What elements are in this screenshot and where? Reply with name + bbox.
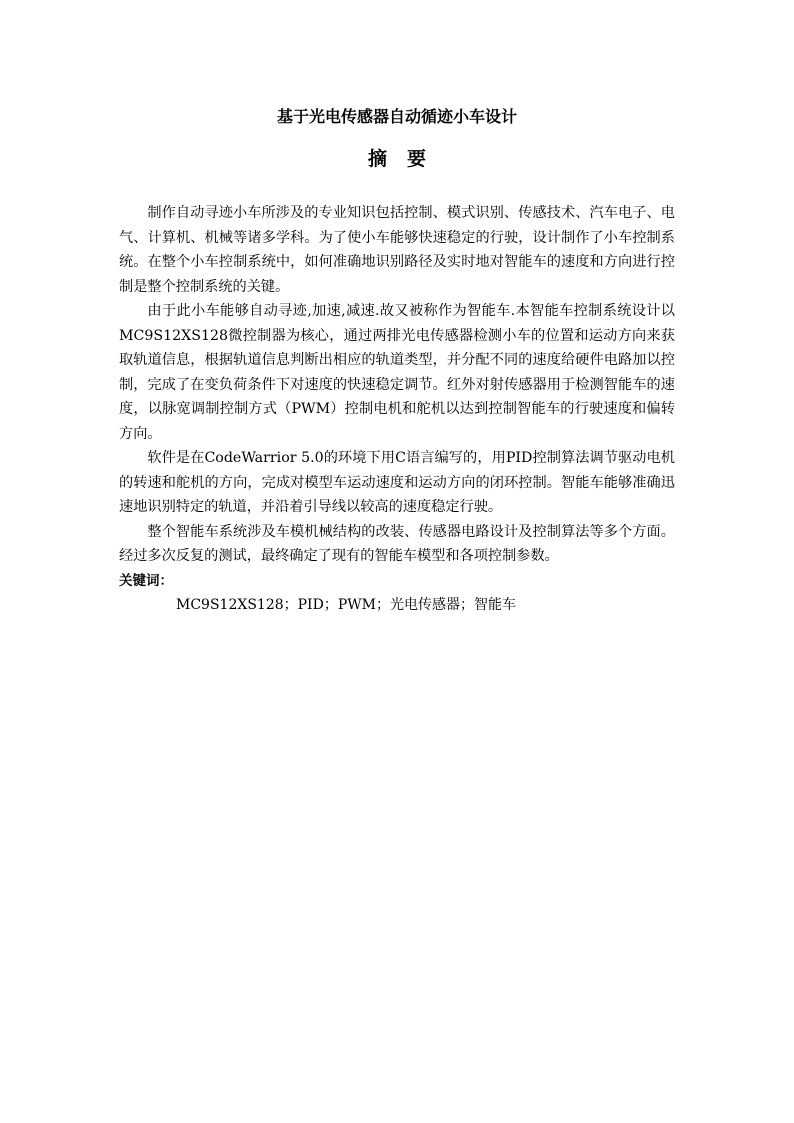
abstract-paragraph-2: 由于此小车能够自动寻迹,加速,减速.故又被称作为智能车.本智能车控制系统设计以MC9S12XS128微控制器为核心，通过两排光电传感器检测小车的位置和运动方向来获取轨道信息，根据轨道信息判断出相应的轨道类型，并分配不同的速度给硬件电路加以控制，完成了在变负荷条件下对速度的快速稳定调节。红外对射传感器用于检测智能车的速度，以脉宽调制控制方式（PWM）控制电机和舵机以达到控制智能车的行驶速度和偏转方向。 — [119, 303, 675, 442]
document-title: 基于光电传感器自动循迹小车设计 — [276, 107, 517, 126]
abstract-body — [119, 201, 675, 618]
keywords-label: 关键词： — [119, 572, 173, 589]
keywords-value: MC9S12XS128；PID；PWM；光电传感器；智能车 — [176, 597, 516, 613]
abstract-paragraph-1: 制作自动寻迹小车所涉及的专业知识包括控制、模式识别、传感技术、汽车电子、电气、计算机、机械等诸多学科。为了使小车能够快速稳定的行驶，设计制作了小车控制系统。在整个小车控制系统中，如何准确地识别路径及实时地对智能车的速度和方向进行控制是整个控制系统的关键。 — [119, 205, 675, 295]
abstract-heading: 摘要 — [367, 148, 446, 170]
abstract-paragraph-3: 软件是在CodeWarrior 5.0的环境下用C语言编写的，用PID控制算法调节驱动电机的转速和舵机的方向，完成对模型车运动速度和运动方向的闭环控制。智能车能够准确迅速地识别特定的轨道，并沿着引导线以较高的速度稳定行驶。 — [119, 450, 675, 515]
abstract-paragraph-4: 整个智能车系统涉及车模机械结构的改装、传感器电路设计及控制算法等多个方面。经过多次反复的测试，最终确定了现有的智能车模型和各项控制参数。 — [119, 523, 675, 564]
